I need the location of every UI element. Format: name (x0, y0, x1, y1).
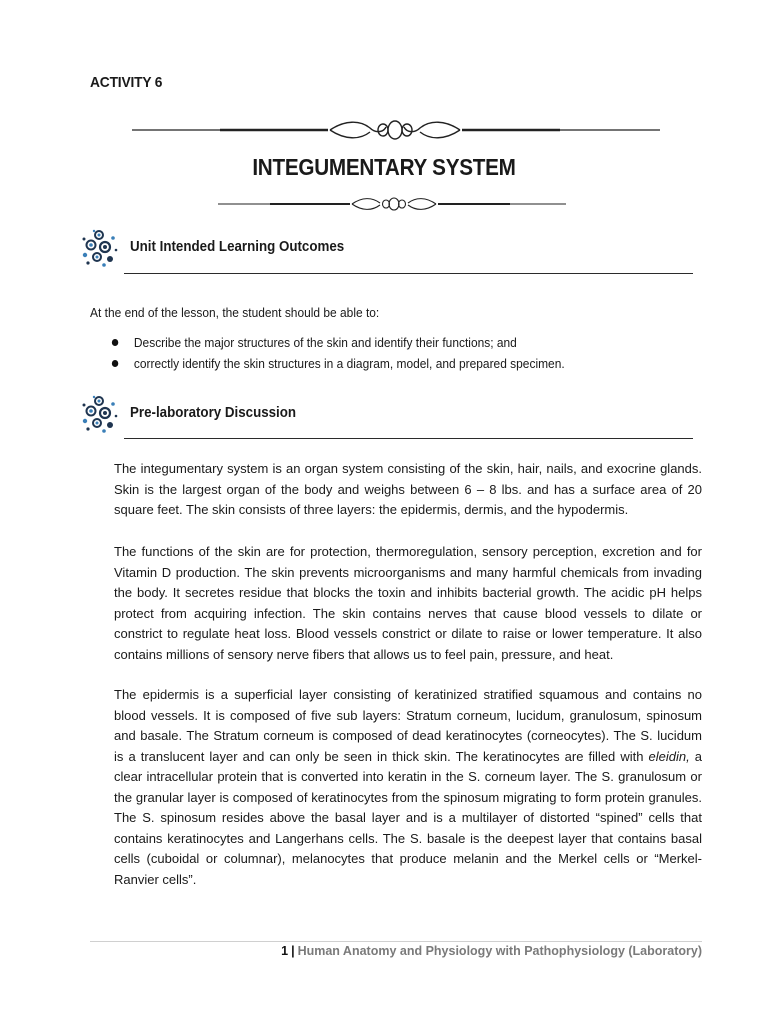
page-title: INTEGUMENTARY SYSTEM (252, 154, 516, 180)
molecule-cluster-icon (80, 228, 118, 268)
paragraph-1: The integumentary system is an organ system consisting of the skin, hair, nails, and exocrine glands. Skin is the largest organ of the body and weighs between 6 – 8 lbs. and has a surface area of 20 square feet. The skin consists of three layers: the epidermis, dermis, and the hypodermis. (114, 461, 702, 517)
italic-term: eleidin, (648, 748, 690, 764)
outcomes-heading-rule (124, 273, 693, 274)
course-title: Human Anatomy and Physiology with Pathophysiology (Laboratory) (297, 944, 702, 958)
discussion-heading: Pre-laboratory Discussion (130, 405, 297, 421)
outcomes-intro: At the end of the lesson, the student should be able to: (90, 305, 380, 320)
molecule-cluster-icon (80, 394, 118, 434)
ornamental-divider-bottom (0, 194, 768, 214)
list-item: correctly identify the skin structures in a diagram, model, and prepared specimen. (110, 353, 565, 374)
footer-rule (90, 941, 702, 942)
list-item: Describe the major structures of the skin and identify their functions; and (110, 332, 565, 353)
outcomes-list (110, 332, 604, 374)
outcomes-heading: Unit Intended Learning Outcomes (130, 239, 345, 255)
footer-separator: | (291, 944, 295, 958)
page-number: 1 (281, 944, 289, 958)
paragraph-2: The functions of the skin are for protection, thermoregulation, sensory perception, excretion and for Vitamin D production. The skin prevents microorganisms and many harmful chemicals from invading the body. It secretes residue that blocks the toxin and inhibits bacterial growth. The acidic pH helps protect from acquiring infection. The skin contains nerves that cause blood vessels to dilate or constrict to regulate heat loss. Blood vessels constrict or dilate to raise or lower temperature. It also contains millions of sensory nerve fibers that allows us to feel pain, pressure, and heat. (114, 544, 702, 662)
activity-label: ACTIVITY 6 (90, 74, 163, 91)
discussion-heading-rule (124, 438, 693, 439)
page-footer (281, 944, 702, 958)
paragraph-3: The epidermis is a superficial layer consisting of keratinized stratified squamous and contains no blood vessels. It is composed of five sub layers: Stratum corneum, lucidum, granulosum, spinosum and basale. The Stratum corneum is composed of dead keratinocytes (corneocytes). The S. lucidum is a translucent layer and can only be seen in thick skin. The keratinocytes are filled with eleidin, a clear intracellular protein that is converted into keratin in the S. corneum layer. The S. granulosum or the granular layer is composed of keratinocytes from the spinosum migrating to form protein granules. The S. spinosum resides above the basal layer and is a multilayer of distorted “spined” cells that contains keratinocytes and Langerhans cells. The S. basale is the deepest layer that contains basal cells (cuboidal or columnar), melanocytes that produce melanin and the Merkel cells or “Merkel- Ranvier cells”. (114, 687, 702, 887)
ornamental-divider-top (0, 116, 768, 144)
